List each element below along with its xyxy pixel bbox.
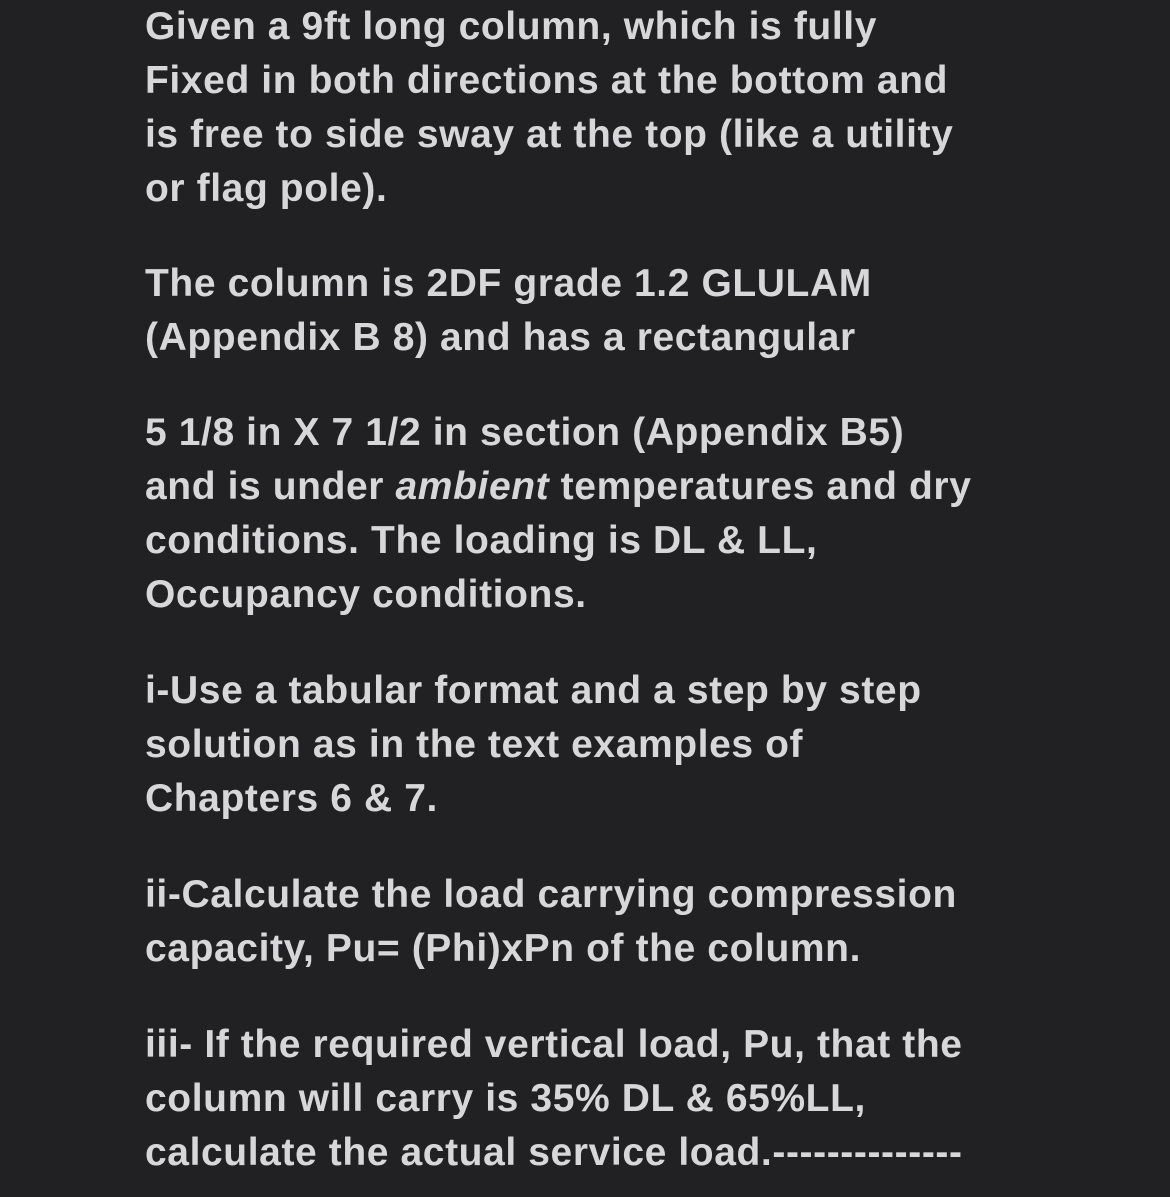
text-line: conditions. The loading is DL & LL,: [145, 519, 818, 562]
text-line: Fixed in both directions at the bottom and: [145, 59, 949, 102]
given-paragraph: [145, 0, 953, 216]
text-line: iii- If the required vertical load, Pu, that the: [145, 1023, 963, 1066]
text-line: solution as in the text examples of: [145, 723, 804, 766]
text-line: i-Use a tabular format and a step by step: [145, 669, 922, 712]
text-line: column will carry is 35% DL & 65%LL,: [145, 1077, 866, 1120]
text-line: ii-Calculate the load carrying compression: [145, 873, 957, 916]
emphasis-text: ambient: [395, 465, 550, 508]
text-line: 5 1/8 in X 7 1/2 in section (Appendix B5): [145, 411, 905, 454]
text-fragment: temperatures and dry: [549, 465, 972, 508]
task-ii-paragraph: [145, 868, 957, 976]
text-line: Occupancy conditions.: [145, 573, 587, 616]
section-paragraph: [145, 406, 971, 622]
text-line: Chapters 6 & 7.: [145, 777, 438, 820]
text-fragment: and is under: [145, 465, 396, 508]
text-line: is free to side sway at the top (like a utility: [145, 113, 954, 156]
text-line: Given a 9ft long column, which is fully: [145, 5, 877, 48]
text-line: capacity, Pu= (Phi)xPn of the column.: [145, 927, 862, 970]
material-paragraph: [145, 257, 872, 365]
task-i-paragraph: [145, 664, 922, 826]
text-line: [145, 460, 971, 514]
text-line: or flag pole).: [145, 167, 388, 210]
text-line: The column is 2DF grade 1.2 GLULAM: [145, 262, 872, 305]
text-line: (Appendix B 8) and has a rectangular: [145, 316, 856, 359]
task-iii-paragraph: [145, 1018, 963, 1180]
text-line: calculate the actual service load.--------------: [145, 1131, 963, 1174]
